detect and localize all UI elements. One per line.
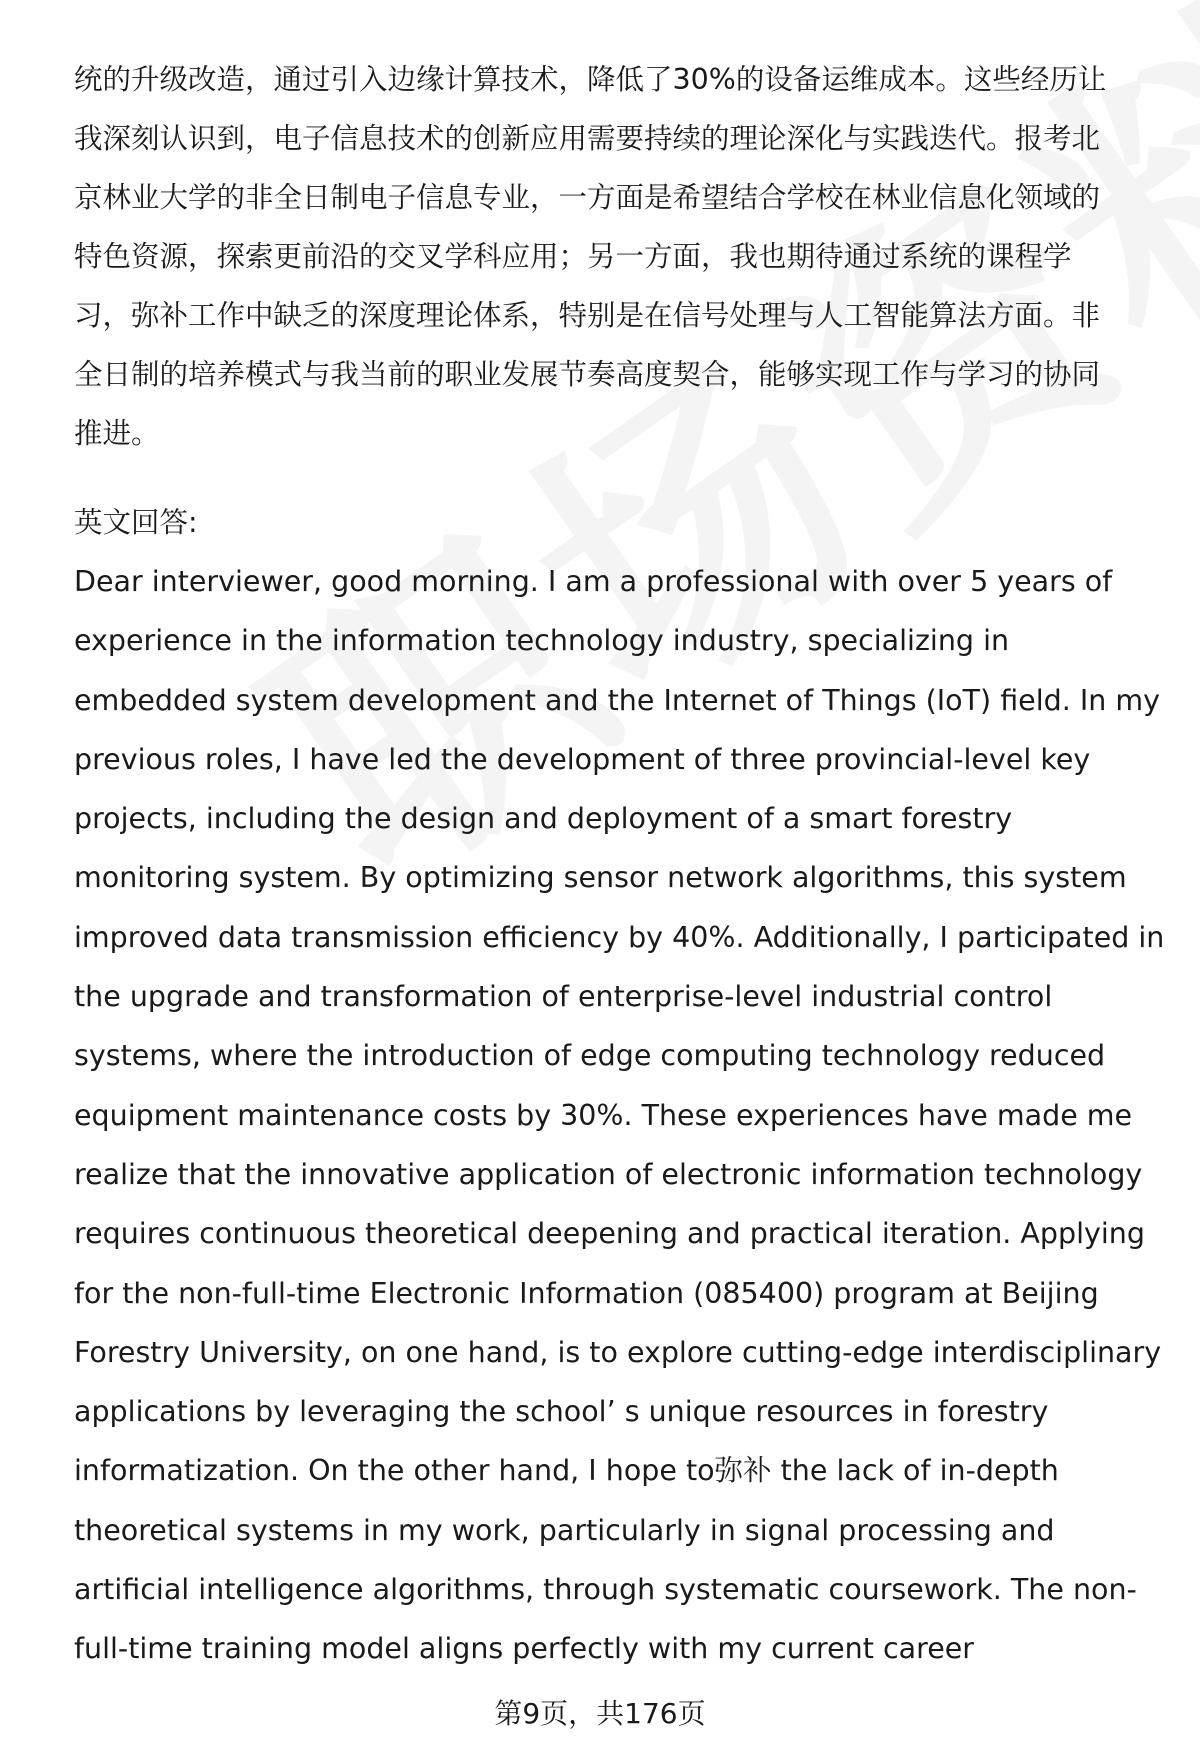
- text-line: 特色资源，探索更前沿的交叉学科应用；另一方面，我也期待通过系统的课程学: [74, 240, 1072, 273]
- text-line: 我深刻认识到，电子信息技术的创新应用需要持续的理论深化与实践迭代。报考北: [74, 122, 1101, 155]
- text-line: embedded system development and the Internet of Things (IoT) field. In my: [74, 683, 1160, 717]
- text-line: projects, including the design and deployment of a smart forestry: [74, 802, 1013, 836]
- text-line: requires continuous theoretical deepening and practical iteration. Applying: [74, 1217, 1145, 1251]
- text-line: full-time training model aligns perfectly with my current career: [74, 1632, 974, 1666]
- text-line: 习，弥补工作中缺乏的深度理论体系，特别是在信号处理与人工智能算法方面。非: [74, 299, 1101, 332]
- english-answer-label: 英文回答:: [74, 506, 198, 539]
- text-line: improved data transmission efficiency by 40%. Additionally, I participated in: [74, 920, 1165, 954]
- text-line: 京林业大学的非全日制电子信息专业，一方面是希望结合学校在林业信息化领域的: [74, 181, 1101, 214]
- text-line: the upgrade and transformation of enterprise-level industrial control: [74, 980, 1053, 1014]
- document-body: [74, 50, 1165, 1679]
- english-answer-paragraph: [74, 552, 1165, 1679]
- text-line: experience in the information technology industry, specializing in: [74, 624, 1010, 658]
- text-line: applications by leveraging the school’ s unique resources in forestry: [74, 1395, 1049, 1429]
- text-line: realize that the innovative application of electronic information technology: [74, 1157, 1143, 1191]
- text-line: Dear interviewer, good morning. I am a professional with over 5 years of: [74, 565, 1113, 598]
- chinese-answer-paragraph: [74, 50, 1154, 463]
- text-line: monitoring system. By optimizing sensor network algorithms, this system: [74, 861, 1127, 895]
- text-line: theoretical systems in my work, particularly in signal processing and: [74, 1513, 1055, 1547]
- text-line: systems, where the introduction of edge computing technology reduced: [74, 1039, 1106, 1073]
- text-line: 推进。: [74, 417, 160, 450]
- text-line: equipment maintenance costs by 30%. These experiences have made me: [74, 1098, 1133, 1132]
- text-line: for the non-full-time Electronic Information (085400) program at Beijing: [74, 1276, 1099, 1310]
- text-line: previous roles, I have led the development of three provincial-level key: [74, 742, 1091, 776]
- text-line: informatization. On the other hand, I hope to弥补 the lack of in-depth: [74, 1454, 1059, 1488]
- text-line: 全日制的培养模式与我当前的职业发展节奏高度契合，能够实现工作与学习的协同: [74, 358, 1101, 391]
- text-line: 统的升级改造，通过引入边缘计算技术，降低了30%的设备运维成本。这些经历让: [74, 63, 1107, 96]
- text-line: Forestry University, on one hand, is to explore cutting-edge interdisciplinary: [74, 1335, 1162, 1369]
- page-number: 第9页，共176页: [494, 1697, 706, 1730]
- text-line: artificial intelligence algorithms, through systematic coursework. The non-: [74, 1573, 1137, 1607]
